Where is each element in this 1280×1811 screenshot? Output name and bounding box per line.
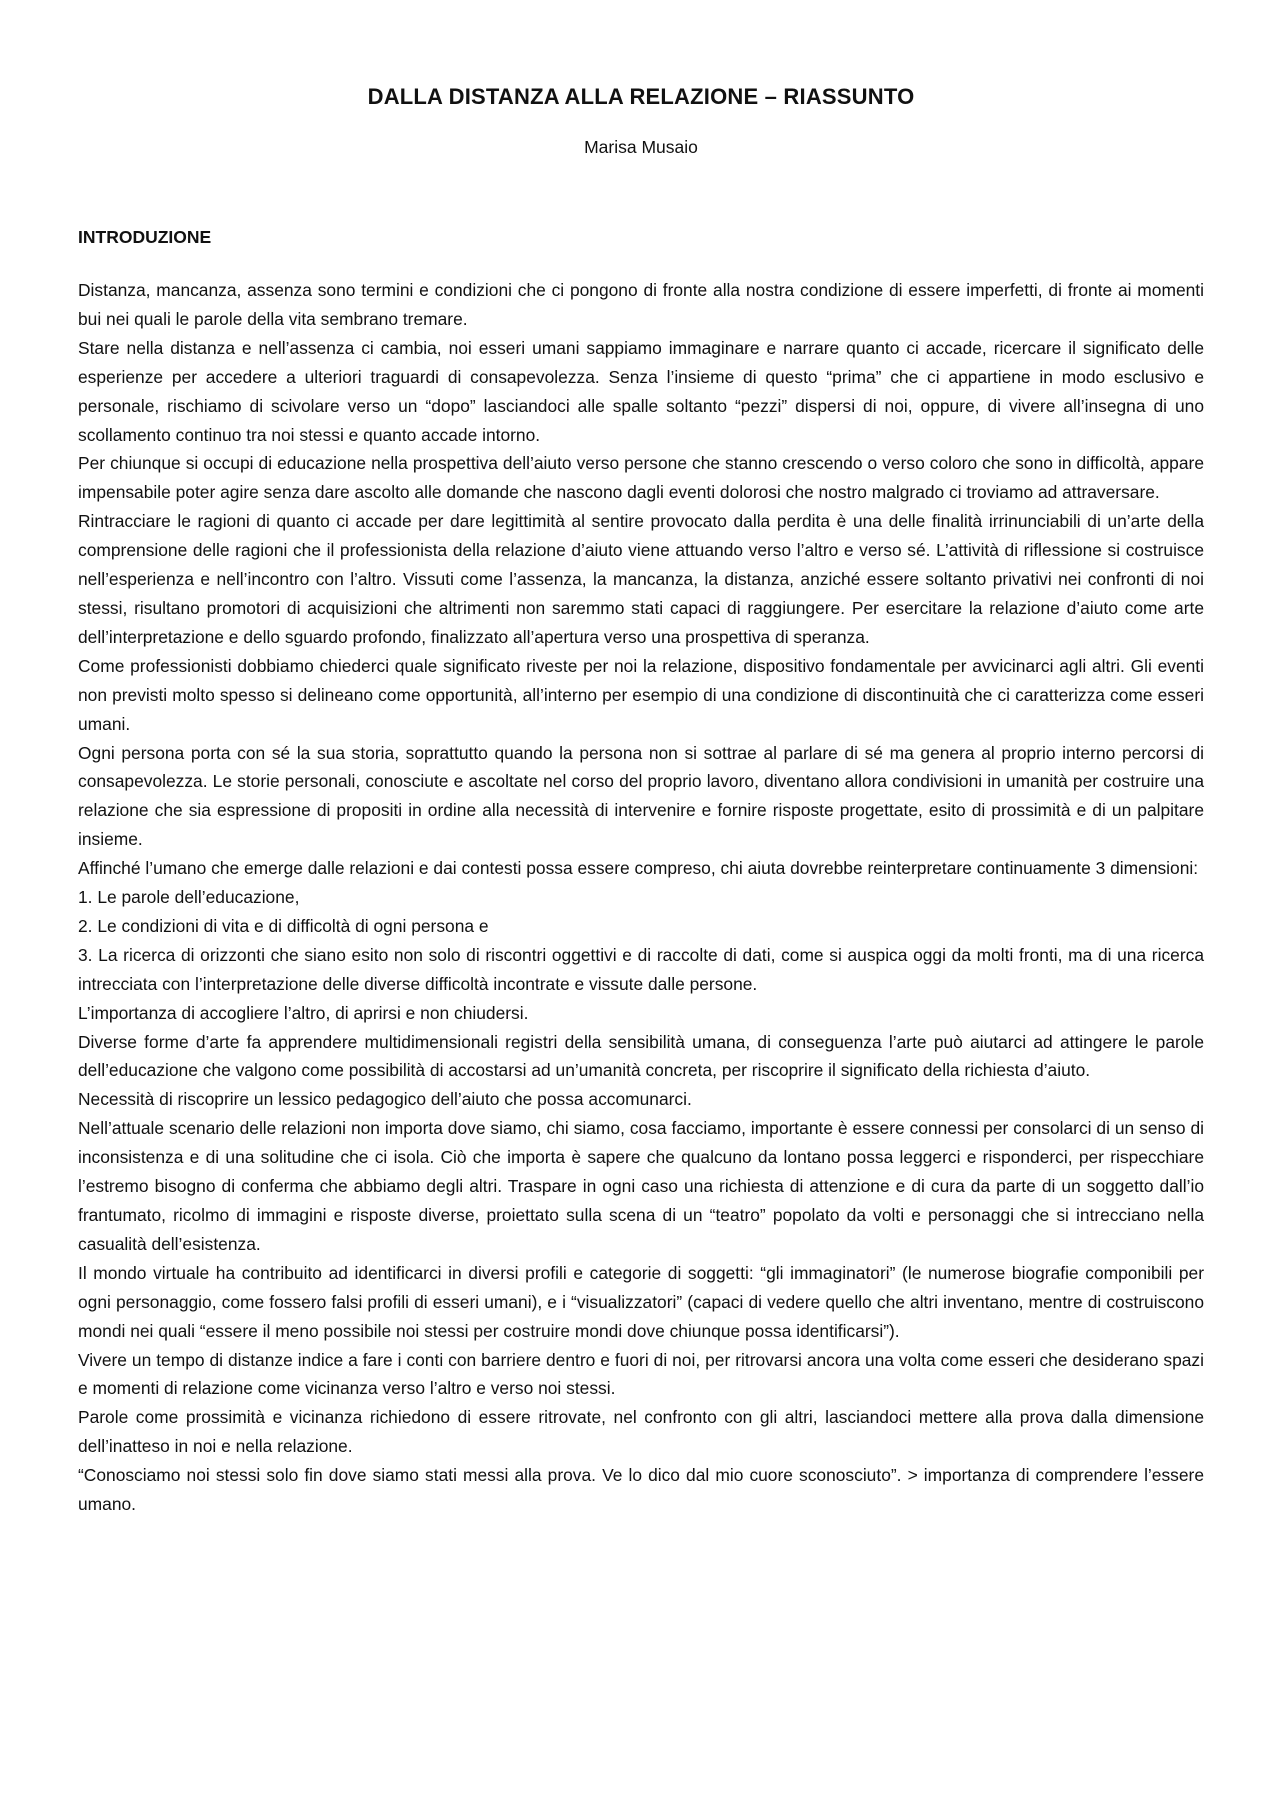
body-text <box>78 276 1204 1519</box>
paragraph: Vivere un tempo di distanze indice a fare i conti con barriere dentro e fuori di noi, per ritrovarsi ancora una volta come esseri che desiderano spazi e momenti di relazione come vicinanza verso l’altro e verso noi stessi. <box>78 1349 1204 1399</box>
paragraph: Affinché l’umano che emerge dalle relazioni e dai contesti possa essere compreso, chi aiuta dovrebbe reinterpretare continuamente 3 dimensioni: <box>78 858 1199 879</box>
paragraph: Il mondo virtuale ha contribuito ad identificarci in diversi profili e categorie di soggetti: “gli immaginatori” (le numerose biografie componibili per ogni personaggio, come fossero falsi profili di esseri umani), e i “visualizzatori” (capaci di vedere quello che altri inventano, mentre di costruiscono mondi nei quali “essere il meno possibile noi stessi per costruire mondi dove chiunque possa identificarsi”). <box>78 1262 1204 1341</box>
paragraph: Ogni persona porta con sé la sua storia, soprattutto quando la persona non si sottrae al parlare di sé ma genera al proprio interno percorsi di consapevolezza. Le storie personali, conosciute e ascoltate nel corso del proprio lavoro, diventano allora condivisioni in umanità per costruire una relazione che sia espressione di propositi in ordine alla necessità di intervenire e fornire risposte progettate, esito di prossimità e di un palpitare insieme. <box>78 742 1204 850</box>
list-item: 2. Le condizioni di vita e di difficoltà di ogni persona e <box>78 915 489 936</box>
document-title: DALLA DISTANZA ALLA RELAZIONE – RIASSUNTO <box>367 84 915 109</box>
document-author: Marisa Musaio <box>584 137 698 157</box>
list-item: 1. Le parole dell’educazione, <box>78 887 300 908</box>
paragraph: Diverse forme d’arte fa apprendere multidimensionali registri della sensibilità umana, di conseguenza l’arte può aiutarci ad attingere le parole dell’educazione che valgono come possibilità di accostarsi ad un’umanità concreta, per riscoprire il significato della richiesta d’aiuto. <box>78 1031 1204 1081</box>
list-item: 3. La ricerca di orizzonti che siano esito non solo di riscontri oggettivi e di raccolte di dati, come si auspica oggi da molti fronti, ma di una ricerca intrecciata con l’interpretazione delle diverse difficoltà incontrate e vissute dalle persone. <box>78 944 1204 994</box>
paragraph: Per chiunque si occupi di educazione nella prospettiva dell’aiuto verso persone che stanno crescendo o verso coloro che sono in difficoltà, appare impensabile poter agire senza dare ascolto alle domande che nascono dagli eventi dolorosi che nostro malgrado ci troviamo ad attraversare. <box>78 453 1204 503</box>
paragraph: L’importanza di accogliere l’altro, di aprirsi e non chiudersi. <box>78 1002 529 1023</box>
paragraph: Nell’attuale scenario delle relazioni non importa dove siamo, chi siamo, cosa facciamo, importante è essere connessi per consolarci di un senso di inconsistenza e di una solitudine che ci isola. Ciò che importa è sapere che qualcuno da lontano possa leggerci e risponderci, per rispecchiare l’estremo bisogno di conferma che abbiamo degli altri. Traspare in ogni caso una richiesta di attenzione e di cura da parte di un soggetto dall’io frantumato, ricolmo di immagini e risposte diverse, proiettato sulla scena di un “teatro” popolato da volti e personaggi che si intrecciano nella casualità dell’esistenza. <box>78 1118 1204 1254</box>
paragraph: Stare nella distanza e nell’assenza ci cambia, noi esseri umani sappiamo immaginare e narrare quanto ci accade, ricercare il significato delle esperienze per accedere a ulteriori traguardi di consapevolezza. Senza l’insieme di questo “prima” che ci appartiene in modo esclusivo e personale, rischiamo di scivolare verso un “dopo” lasciandoci alle spalle soltanto “pezzi” dispersi di noi, oppure, di vivere all’insegna di uno scollamento continuo tra noi stessi e quanto accade intorno. <box>78 337 1204 445</box>
paragraph: Rintracciare le ragioni di quanto ci accade per dare legittimità al sentire provocato dalla perdita è una delle finalità irrinunciabili di un’arte della comprensione delle ragioni che il professionista della relazione d’aiuto viene attuando verso l’altro e verso sé. L’attività di riflessione si costruisce nell’esperienza e nell’incontro con l’altro. Vissuti come l’assenza, la mancanza, la distanza, anziché essere soltanto privativi nei confronti di noi stessi, risultano promotori di acquisizioni che altrimenti non saremmo stati capaci di raggiungere. Per esercitare la relazione d’aiuto come arte dell’interpretazione e dello sguardo profondo, finalizzato all’apertura verso una prospettiva di speranza. <box>78 511 1204 647</box>
paragraph: “Conosciamo noi stessi solo fin dove siamo stati messi alla prova. Ve lo dico dal mio cuore sconosciuto”. > importanza di comprendere l’essere umano. <box>78 1465 1204 1515</box>
paragraph: Parole come prossimità e vicinanza richiedono di essere ritrovate, nel confronto con gli altri, lasciandoci mettere alla prova dalla dimensione dell’inatteso in noi e nella relazione. <box>78 1407 1204 1457</box>
paragraph: Necessità di riscoprire un lessico pedagogico dell’aiuto che possa accomunarci. <box>78 1089 692 1110</box>
section-heading-introduzione: INTRODUZIONE <box>78 227 212 247</box>
paragraph: Distanza, mancanza, assenza sono termini e condizioni che ci pongono di fronte alla nostra condizione di essere imperfetti, di fronte ai momenti bui nei quali le parole della vita sembrano tremare. <box>78 280 1204 329</box>
paragraph: Come professionisti dobbiamo chiederci quale significato riveste per noi la relazione, dispositivo fondamentale per avvicinarci agli altri. Gli eventi non previsti molto spesso si delineano come opportunità, all’interno per esempio di una condizione di discontinuità che ci caratterizza come esseri umani. <box>78 655 1204 734</box>
